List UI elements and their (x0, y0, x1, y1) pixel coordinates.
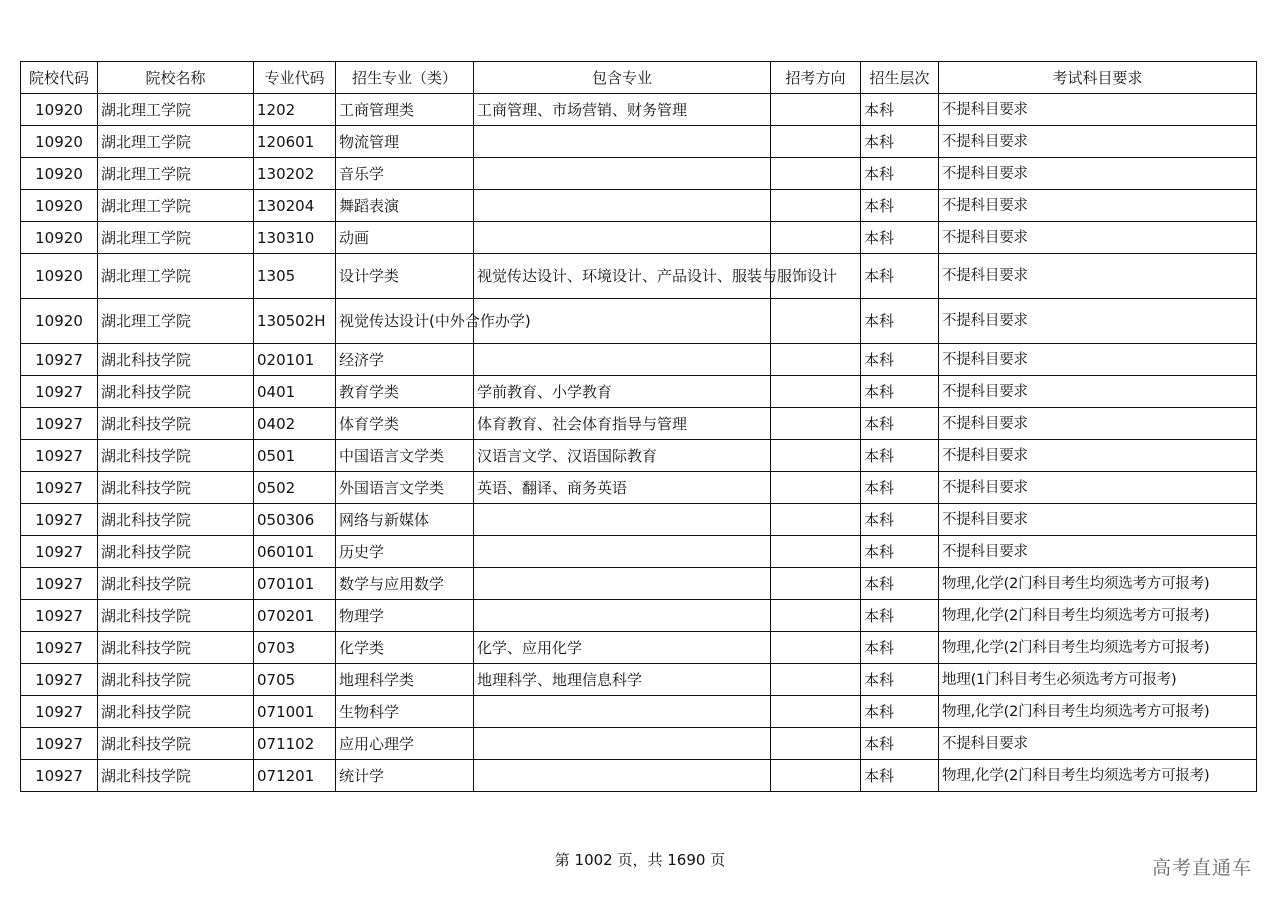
table-row (21, 408, 1257, 440)
major-code-cell: 071001 (254, 696, 336, 728)
major-code-cell: 0703 (254, 632, 336, 664)
major-code-cell: 070101 (254, 568, 336, 600)
table-row (21, 664, 1257, 696)
table-row (21, 696, 1257, 728)
level-cell: 本科 (861, 504, 939, 536)
direction-cell (771, 472, 861, 504)
direction-cell (771, 408, 861, 440)
school-name-cell: 湖北理工学院 (98, 299, 254, 344)
subject-requirement-cell: 不提科目要求 (939, 472, 1257, 504)
major-code-cell: 020101 (254, 344, 336, 376)
included-majors-cell: 英语、翻译、商务英语 (474, 472, 771, 504)
school-name-cell: 湖北科技学院 (98, 664, 254, 696)
major-code-cell: 130310 (254, 222, 336, 254)
subject-requirement-cell: 物理,化学(2门科目考生均须选考方可报考) (939, 632, 1257, 664)
direction-cell (771, 344, 861, 376)
school-name-cell: 湖北科技学院 (98, 728, 254, 760)
major-cell: 设计学类 (336, 254, 474, 299)
included-majors-cell (474, 696, 771, 728)
subject-requirement-cell: 不提科目要求 (939, 94, 1257, 126)
school-code-cell: 10927 (21, 344, 98, 376)
major-cell: 数学与应用数学 (336, 568, 474, 600)
school-name-cell: 湖北科技学院 (98, 440, 254, 472)
direction-cell (771, 126, 861, 158)
level-cell: 本科 (861, 408, 939, 440)
included-majors-cell (474, 222, 771, 254)
table-row (21, 632, 1257, 664)
subject-requirement-cell: 不提科目要求 (939, 299, 1257, 344)
table-row (21, 760, 1257, 792)
major-cell: 物理学 (336, 600, 474, 632)
included-majors-cell: 工商管理、市场营销、财务管理 (474, 94, 771, 126)
level-cell: 本科 (861, 299, 939, 344)
table-row (21, 254, 1257, 299)
school-code-cell: 10927 (21, 760, 98, 792)
subject-requirement-cell: 地理(1门科目考生必须选考方可报考) (939, 664, 1257, 696)
level-cell: 本科 (861, 254, 939, 299)
school-code-cell: 10920 (21, 94, 98, 126)
level-cell: 本科 (861, 94, 939, 126)
school-code-cell: 10920 (21, 126, 98, 158)
included-majors-cell: 地理科学、地理信息科学 (474, 664, 771, 696)
level-cell: 本科 (861, 536, 939, 568)
included-majors-cell: 体育教育、社会体育指导与管理 (474, 408, 771, 440)
school-name-cell: 湖北科技学院 (98, 760, 254, 792)
major-cell: 工商管理类 (336, 94, 474, 126)
level-cell: 本科 (861, 376, 939, 408)
level-cell: 本科 (861, 728, 939, 760)
header-level: 招生层次 (861, 62, 939, 94)
level-cell: 本科 (861, 760, 939, 792)
included-majors-cell (474, 760, 771, 792)
included-majors-cell (474, 600, 771, 632)
included-majors-cell (474, 158, 771, 190)
major-cell: 舞蹈表演 (336, 190, 474, 222)
header-school-code: 院校代码 (21, 62, 98, 94)
table-body (21, 94, 1257, 792)
major-code-cell: 120601 (254, 126, 336, 158)
major-code-cell: 070201 (254, 600, 336, 632)
subject-requirement-cell: 不提科目要求 (939, 376, 1257, 408)
table-row (21, 299, 1257, 344)
subject-requirement-cell: 物理,化学(2门科目考生均须选考方可报考) (939, 568, 1257, 600)
school-code-cell: 10927 (21, 728, 98, 760)
level-cell: 本科 (861, 126, 939, 158)
school-name-cell: 湖北理工学院 (98, 158, 254, 190)
school-name-cell: 湖北科技学院 (98, 408, 254, 440)
major-code-cell: 1305 (254, 254, 336, 299)
table-row (21, 158, 1257, 190)
admissions-table (20, 61, 1257, 792)
major-cell: 经济学 (336, 344, 474, 376)
direction-cell (771, 222, 861, 254)
school-code-cell: 10927 (21, 632, 98, 664)
school-name-cell: 湖北科技学院 (98, 472, 254, 504)
school-code-cell: 10927 (21, 504, 98, 536)
school-name-cell: 湖北科技学院 (98, 344, 254, 376)
major-cell: 中国语言文学类 (336, 440, 474, 472)
included-majors-cell: 汉语言文学、汉语国际教育 (474, 440, 771, 472)
major-code-cell: 0705 (254, 664, 336, 696)
table-row (21, 222, 1257, 254)
included-majors-cell (474, 190, 771, 222)
major-cell: 历史学 (336, 536, 474, 568)
major-code-cell: 071102 (254, 728, 336, 760)
major-cell: 外国语言文学类 (336, 472, 474, 504)
direction-cell (771, 728, 861, 760)
watermark: 高考直通车 (1151, 857, 1252, 879)
school-name-cell: 湖北科技学院 (98, 600, 254, 632)
included-majors-cell (474, 568, 771, 600)
table-row (21, 600, 1257, 632)
major-cell: 生物科学 (336, 696, 474, 728)
included-majors-cell: 学前教育、小学教育 (474, 376, 771, 408)
school-code-cell: 10927 (21, 376, 98, 408)
major-code-cell: 130202 (254, 158, 336, 190)
subject-requirement-cell: 物理,化学(2门科目考生均须选考方可报考) (939, 600, 1257, 632)
direction-cell (771, 504, 861, 536)
direction-cell (771, 696, 861, 728)
school-code-cell: 10920 (21, 222, 98, 254)
table-row (21, 94, 1257, 126)
subject-requirement-cell: 不提科目要求 (939, 222, 1257, 254)
direction-cell (771, 158, 861, 190)
direction-cell (771, 760, 861, 792)
header-school-name: 院校名称 (98, 62, 254, 94)
subject-requirement-cell: 不提科目要求 (939, 408, 1257, 440)
major-cell: 化学类 (336, 632, 474, 664)
school-name-cell: 湖北科技学院 (98, 696, 254, 728)
major-code-cell: 060101 (254, 536, 336, 568)
direction-cell (771, 94, 861, 126)
major-cell: 教育学类 (336, 376, 474, 408)
school-code-cell: 10920 (21, 254, 98, 299)
school-name-cell: 湖北理工学院 (98, 222, 254, 254)
direction-cell (771, 376, 861, 408)
level-cell: 本科 (861, 190, 939, 222)
school-code-cell: 10927 (21, 408, 98, 440)
school-code-cell: 10920 (21, 158, 98, 190)
direction-cell (771, 190, 861, 222)
subject-requirement-cell: 不提科目要求 (939, 190, 1257, 222)
included-majors-cell (474, 504, 771, 536)
level-cell: 本科 (861, 696, 939, 728)
table-row (21, 568, 1257, 600)
table-row (21, 376, 1257, 408)
table-row (21, 472, 1257, 504)
school-name-cell: 湖北科技学院 (98, 568, 254, 600)
school-name-cell: 湖北科技学院 (98, 504, 254, 536)
school-name-cell: 湖北科技学院 (98, 632, 254, 664)
header-included-majors: 包含专业 (474, 62, 771, 94)
page-number: 第 1002 页，共 1690 页 (554, 851, 726, 869)
major-cell: 视觉传达设计(中外合作办学) (336, 299, 474, 344)
school-code-cell: 10920 (21, 190, 98, 222)
major-code-cell: 0501 (254, 440, 336, 472)
major-code-cell: 130502H (254, 299, 336, 344)
subject-requirement-cell: 不提科目要求 (939, 728, 1257, 760)
major-code-cell: 0401 (254, 376, 336, 408)
school-code-cell: 10927 (21, 472, 98, 504)
included-majors-cell: 化学、应用化学 (474, 632, 771, 664)
major-cell: 应用心理学 (336, 728, 474, 760)
major-cell: 动画 (336, 222, 474, 254)
direction-cell (771, 568, 861, 600)
direction-cell (771, 664, 861, 696)
major-code-cell: 071201 (254, 760, 336, 792)
table-row (21, 344, 1257, 376)
included-majors-cell: 视觉传达设计、环境设计、产品设计、服装与服饰设计 (474, 254, 771, 299)
level-cell: 本科 (861, 568, 939, 600)
school-name-cell: 湖北科技学院 (98, 536, 254, 568)
direction-cell (771, 299, 861, 344)
major-cell: 网络与新媒体 (336, 504, 474, 536)
level-cell: 本科 (861, 600, 939, 632)
subject-requirement-cell: 不提科目要求 (939, 344, 1257, 376)
table-row (21, 440, 1257, 472)
subject-requirement-cell: 物理,化学(2门科目考生均须选考方可报考) (939, 696, 1257, 728)
school-name-cell: 湖北理工学院 (98, 126, 254, 158)
major-cell: 体育学类 (336, 408, 474, 440)
level-cell: 本科 (861, 472, 939, 504)
school-code-cell: 10927 (21, 664, 98, 696)
included-majors-cell (474, 344, 771, 376)
table-row (21, 728, 1257, 760)
included-majors-cell (474, 536, 771, 568)
header-major: 招生专业（类） (336, 62, 474, 94)
level-cell: 本科 (861, 632, 939, 664)
subject-requirement-cell: 不提科目要求 (939, 158, 1257, 190)
level-cell: 本科 (861, 222, 939, 254)
subject-requirement-cell: 不提科目要求 (939, 504, 1257, 536)
major-cell: 音乐学 (336, 158, 474, 190)
school-code-cell: 10927 (21, 568, 98, 600)
school-code-cell: 10927 (21, 440, 98, 472)
school-code-cell: 10927 (21, 536, 98, 568)
level-cell: 本科 (861, 440, 939, 472)
school-name-cell: 湖北理工学院 (98, 254, 254, 299)
direction-cell (771, 440, 861, 472)
school-code-cell: 10920 (21, 299, 98, 344)
subject-requirement-cell: 物理,化学(2门科目考生均须选考方可报考) (939, 760, 1257, 792)
table-row (21, 504, 1257, 536)
table-row (21, 190, 1257, 222)
school-code-cell: 10927 (21, 696, 98, 728)
direction-cell (771, 600, 861, 632)
table-row (21, 536, 1257, 568)
major-code-cell: 0402 (254, 408, 336, 440)
level-cell: 本科 (861, 344, 939, 376)
major-cell: 统计学 (336, 760, 474, 792)
included-majors-cell (474, 728, 771, 760)
level-cell: 本科 (861, 664, 939, 696)
direction-cell (771, 536, 861, 568)
subject-requirement-cell: 不提科目要求 (939, 126, 1257, 158)
school-name-cell: 湖北理工学院 (98, 190, 254, 222)
major-code-cell: 130204 (254, 190, 336, 222)
major-code-cell: 1202 (254, 94, 336, 126)
major-code-cell: 050306 (254, 504, 336, 536)
header-direction: 招考方向 (771, 62, 861, 94)
included-majors-cell (474, 126, 771, 158)
subject-requirement-cell: 不提科目要求 (939, 536, 1257, 568)
school-name-cell: 湖北科技学院 (98, 376, 254, 408)
school-code-cell: 10927 (21, 600, 98, 632)
major-cell: 地理科学类 (336, 664, 474, 696)
header-major-code: 专业代码 (254, 62, 336, 94)
major-cell: 物流管理 (336, 126, 474, 158)
direction-cell (771, 632, 861, 664)
subject-requirement-cell: 不提科目要求 (939, 254, 1257, 299)
school-name-cell: 湖北理工学院 (98, 94, 254, 126)
level-cell: 本科 (861, 158, 939, 190)
header-subject-requirement: 考试科目要求 (939, 62, 1257, 94)
subject-requirement-cell: 不提科目要求 (939, 440, 1257, 472)
table-header-row (21, 62, 1257, 94)
major-code-cell: 0502 (254, 472, 336, 504)
table-row (21, 126, 1257, 158)
